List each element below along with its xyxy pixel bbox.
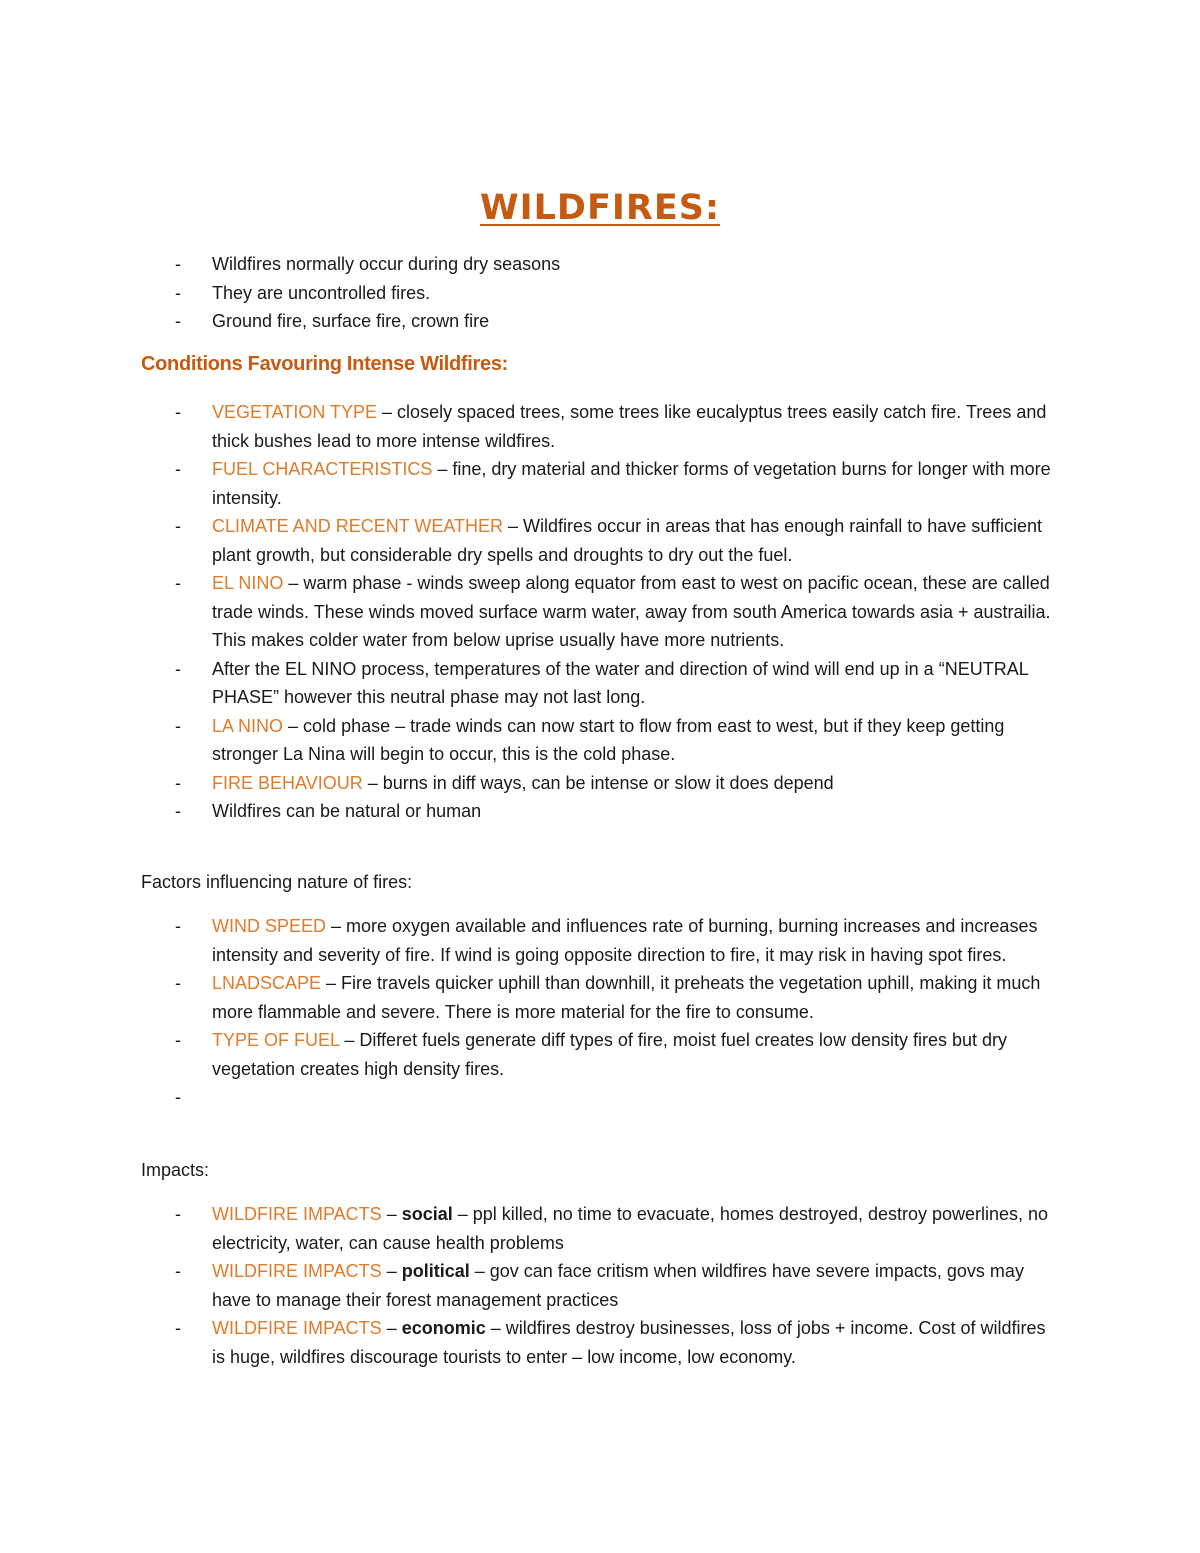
factors-list-block	[141, 912, 1061, 1112]
list-item-text: – ppl killed, no time to evacuate, homes destroyed, destroy powerlines, no electricity, water, can cause health problems	[212, 1204, 1049, 1253]
impact-category: economic	[401, 1318, 486, 1338]
intro-list	[141, 250, 1061, 336]
list-item-text: Wildfires normally occur during dry seasons	[212, 254, 561, 274]
impact-category: social	[401, 1204, 453, 1224]
dash-bullet: -	[175, 402, 181, 422]
list-item	[141, 398, 1061, 455]
keyword-label: WILDFIRE IMPACTS	[212, 1261, 382, 1281]
keyword-label: WIND SPEED	[212, 916, 327, 936]
dash-bullet: -	[175, 1030, 181, 1050]
keyword-label: TYPE OF FUEL	[212, 1030, 340, 1050]
list-item	[141, 250, 1061, 279]
list-item-text: – closely spaced trees, some trees like eucalyptus trees easily catch fire. Trees and thick bushes lead to more intense wildfires.	[212, 402, 1047, 451]
list-item-text: – burns in diff ways, can be intense or slow it does depend	[362, 772, 834, 793]
list-item-text: Wildfires can be natural or human	[212, 801, 482, 821]
dash-bullet: -	[175, 772, 181, 793]
conditions-list-block	[141, 398, 1061, 826]
conditions-heading: Conditions Favouring Intense Wildfires:	[141, 353, 509, 375]
dash-bullet: -	[175, 254, 181, 274]
dash-bullet: -	[175, 658, 181, 679]
list-item	[141, 655, 1061, 712]
list-item	[141, 969, 1061, 1026]
conditions-list	[141, 398, 1061, 826]
keyword-label: VEGETATION TYPE	[212, 402, 378, 422]
list-item-text: – Wildfires occur in areas that has enough rainfall to have sufficient plant growth, but considerable dry spells and droughts to dry out the fuel.	[212, 516, 1043, 565]
keyword-label: LNADSCAPE	[212, 973, 322, 993]
list-item	[141, 1083, 1061, 1112]
intro-list-block	[141, 250, 1061, 336]
separator: –	[381, 1261, 402, 1281]
factors-list	[141, 912, 1061, 1112]
list-item-text: – more oxygen available and influences rate of burning, burning increases and increases intensity and severity of fire. If wind is going opposite direction to fire, it may risk in having spot fires.	[212, 916, 1038, 965]
dash-bullet: -	[175, 1087, 181, 1107]
dash-bullet: -	[175, 1261, 181, 1281]
list-item	[141, 279, 1061, 308]
list-item	[141, 1257, 1061, 1314]
list-item-text: – Differet fuels generate diff types of fire, moist fuel creates low density fires but dry vegetation creates high density fires.	[212, 1030, 1008, 1079]
dash-bullet: -	[175, 573, 181, 593]
dash-bullet: -	[175, 311, 181, 331]
list-item	[141, 307, 1061, 336]
list-item	[141, 1026, 1061, 1083]
dash-bullet: -	[175, 516, 181, 536]
keyword-label: CLIMATE AND RECENT WEATHER	[212, 516, 504, 536]
keyword-label: FUEL CHARACTERISTICS	[212, 459, 433, 479]
list-item	[141, 455, 1061, 512]
list-item-text: They are uncontrolled fires.	[212, 282, 431, 303]
dash-bullet: -	[175, 715, 181, 736]
list-item-text: – warm phase - winds sweep along equator from east to west on pacific ocean, these are called trade winds. These winds moved surface warm water, away from south America towards asia + austrailia. This makes colder water from below uprise usually have more nutrients.	[212, 573, 1051, 650]
list-item	[141, 1200, 1061, 1257]
list-item-text: – gov can face critism when wildfires have severe impacts, govs may have to manage their forest management practices	[212, 1261, 1024, 1310]
keyword-label: WILDFIRE IMPACTS	[212, 1318, 382, 1338]
separator: –	[381, 1204, 402, 1224]
dash-bullet: -	[175, 459, 181, 479]
keyword-label: LA NINO	[212, 715, 284, 736]
impacts-heading: Impacts:	[141, 1160, 210, 1180]
list-item	[141, 912, 1061, 969]
separator: –	[381, 1318, 402, 1338]
impacts-list-block	[141, 1200, 1061, 1371]
document-title: WILDFIRES:	[480, 188, 720, 228]
dash-bullet: -	[175, 801, 181, 821]
list-item-text: – cold phase – trade winds can now start to flow from east to west, but if they keep getting stronger La Nina will begin to occur, this is the cold phase.	[212, 715, 1005, 764]
list-item-text: – Fire travels quicker uphill than downhill, it preheats the vegetation uphill, making it much more flammable and severe. There is more material for the fire to consume.	[212, 973, 1041, 1022]
list-item	[141, 1314, 1061, 1371]
keyword-label: FIRE BEHAVIOUR	[212, 772, 363, 793]
list-item-text: – fine, dry material and thicker forms of vegetation burns for longer with more intensity.	[212, 459, 1051, 508]
list-item	[141, 569, 1061, 655]
dash-bullet: -	[175, 1318, 181, 1338]
dash-bullet: -	[175, 1204, 181, 1224]
list-item-text: – wildfires destroy businesses, loss of jobs + income. Cost of wildfires is huge, wildfires discourage tourists to enter – low income, low economy.	[212, 1318, 1046, 1367]
impacts-list	[141, 1200, 1061, 1371]
dash-bullet: -	[175, 973, 181, 993]
dash-bullet: -	[175, 282, 181, 303]
list-item-text: After the EL NINO process, temperatures of the water and direction of wind will end up in a “NEUTRAL PHASE” however this neutral phase may not last long.	[212, 658, 1029, 707]
dash-bullet: -	[175, 916, 181, 936]
impact-category: political	[401, 1261, 470, 1281]
factors-heading: Factors influencing nature of fires:	[141, 872, 413, 892]
list-item	[141, 512, 1061, 569]
list-item-text: Ground fire, surface fire, crown fire	[212, 311, 490, 331]
list-item	[141, 769, 1061, 798]
list-item	[141, 712, 1061, 769]
keyword-label: EL NINO	[212, 573, 284, 593]
keyword-label: WILDFIRE IMPACTS	[212, 1204, 382, 1224]
list-item	[141, 797, 1061, 826]
